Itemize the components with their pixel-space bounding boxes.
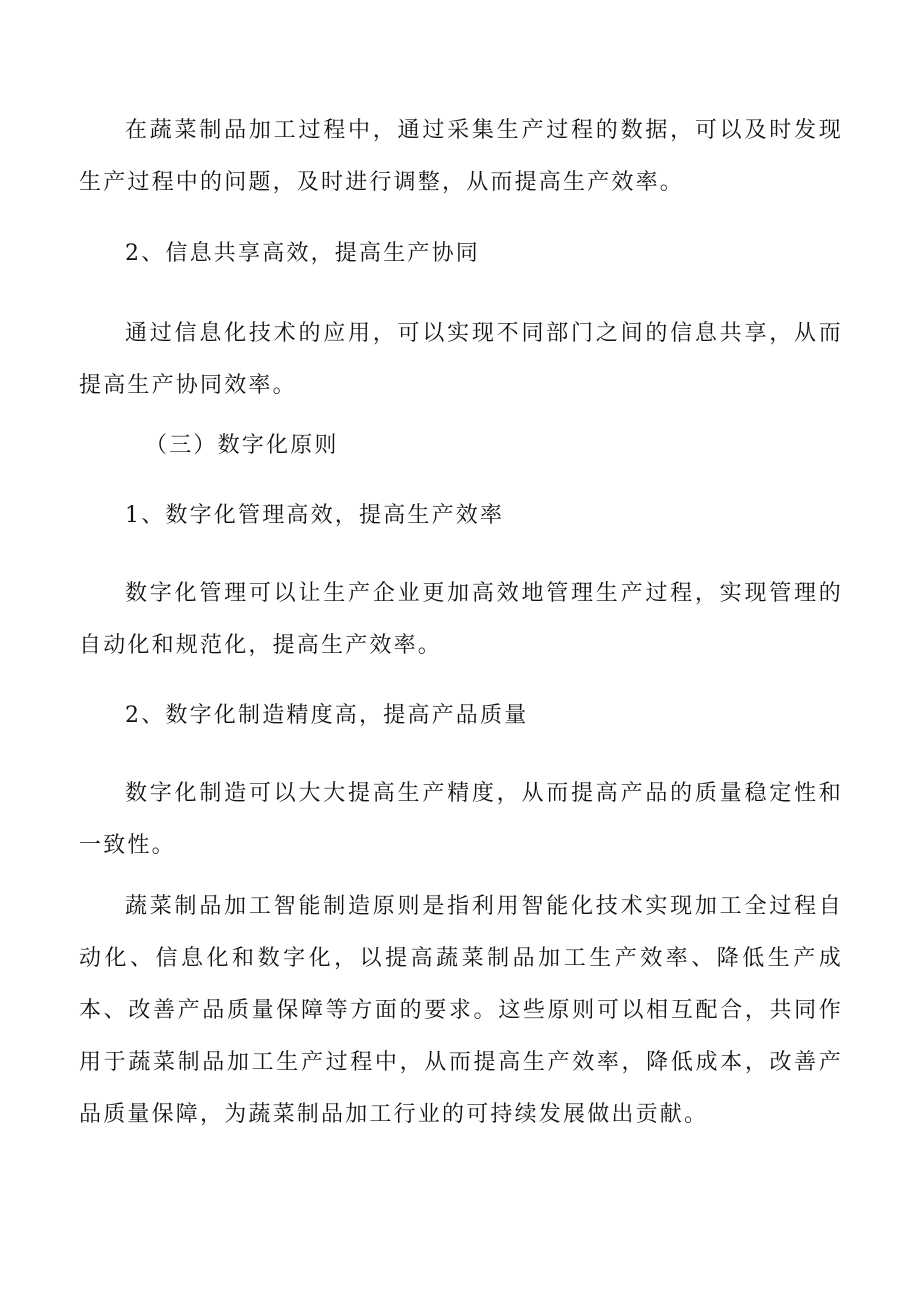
subheading: 2、数字化制造精度高，提高产品质量: [125, 703, 529, 728]
body-paragraph: 蔬菜制品加工智能制造原则是指利用智能化技术实现加工全过程自动化、信息化和数字化，以提高蔬菜制品加工生产效率、降低生产成本、改善产品质量保障等方面的要求。这些原则可以相互配合，共同作用于蔬菜制品加工生产过程中，从而提高生产效率，降低成本，改善产品质量保障，为蔬菜制品加工行业的可持续发展做出贡献。: [79, 894, 843, 1127]
body-paragraph: 数字化管理可以让生产企业更加高效地管理生产过程，实现管理的自动化和规范化，提高生产效率。: [79, 581, 843, 658]
body-paragraph: 通过信息化技术的应用，可以实现不同部门之间的信息共享，从而提高生产协同效率。: [79, 321, 843, 398]
subheading: 2、信息共享高效，提高生产协同: [125, 241, 480, 266]
subheading: 1、数字化管理高效，提高生产效率: [125, 503, 505, 528]
body-paragraph: 数字化制造可以大大提高生产精度，从而提高产品的质量稳定性和一致性。: [79, 781, 843, 858]
section-heading: （三）数字化原则: [145, 433, 339, 458]
body-paragraph: 在蔬菜制品加工过程中，通过采集生产过程的数据，可以及时发现生产过程中的问题，及时进行调整，从而提高生产效率。: [79, 118, 843, 195]
